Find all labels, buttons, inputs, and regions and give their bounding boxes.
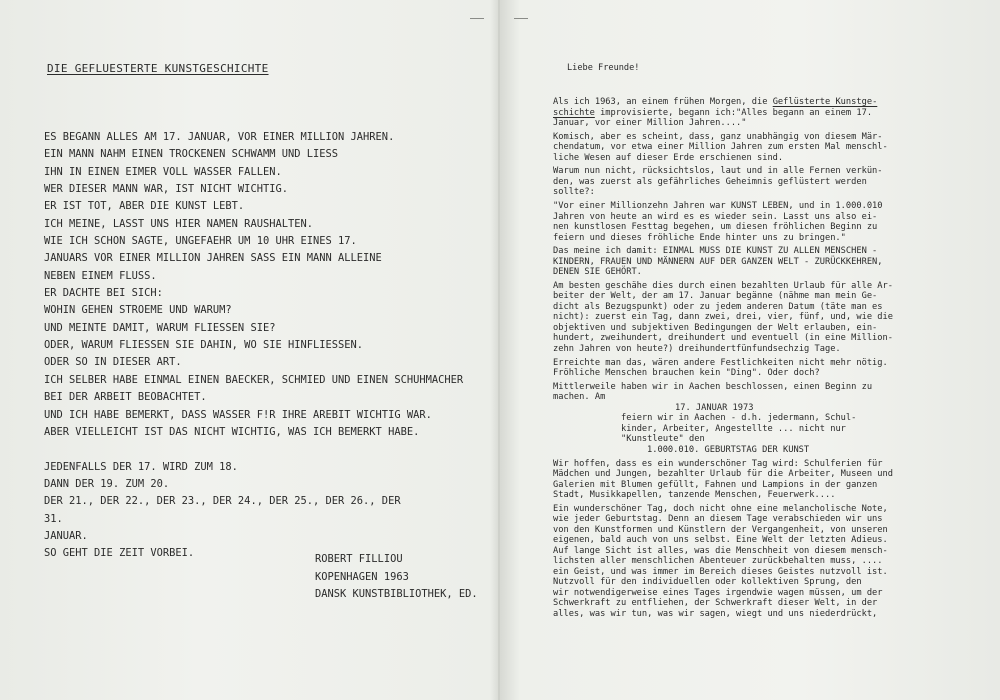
text-line: wie jeder Geburtstag. Denn an diesem Tage verabschieden wir uns: [553, 514, 883, 525]
paragraph-quote: [553, 201, 963, 243]
poem-line: JEDENFALLS DER 17. WIRD ZUM 18.: [44, 460, 238, 473]
text-line: Komisch, aber es scheint, dass, ganz unabhängig von diesem Mär-: [553, 131, 883, 142]
author-name: ROBERT FILLIOU: [315, 553, 403, 565]
text-line: Am besten geschähe dies durch einen bezahlten Urlaub für alle Ar-: [553, 280, 893, 291]
text-line: chendatum, vor etwa einer Million Jahren zum ersten Mal menschl-: [553, 142, 888, 153]
text-line: alles, was wir tun, was wir sagen, wiegt und uns niederdrückt,: [553, 608, 878, 619]
text-line: hundert, zweihundert, dreihundert und eventuell (in eine Million-: [553, 333, 893, 344]
poem-line: SO GEHT DIE ZEIT VORBEI.: [44, 547, 195, 560]
paragraph: [553, 246, 963, 278]
paragraph: [553, 382, 963, 456]
text-line: Stadt, Musikkapellen, tanzende Menschen, Feuerwerk....: [553, 490, 836, 500]
poem-line: EIN MANN NAHM EINEN TROCKENEN SCHWAMM UND LIESS: [44, 148, 339, 161]
letter-body: [553, 97, 963, 622]
text-line: Fröhliche Menschen brauchen kein "Ding". Oder doch?: [553, 368, 820, 379]
poem-line: ODER, WARUM FLIESSEN SIE DAHIN, WO SIE HINFLIESSEN.: [44, 339, 364, 352]
paragraph-intro: [553, 97, 963, 129]
poem-line: DER 21., DER 22., DER 23., DER 24., DER 25., DER 26., DER: [44, 495, 401, 508]
poem-line: ES BEGANN ALLES AM 17. JANUAR, VOR EINER MILLION JAHREN.: [44, 131, 395, 143]
poem-title: DIE GEFLUESTERTE KUNSTGESCHICHTE: [47, 62, 269, 75]
event-date: 17. JANUAR 1973: [675, 402, 754, 413]
text-line: KINDERN, FRAUEN UND MÄNNERN AUF DER GANZEN WELT - ZURÜCKKEHREN,: [553, 256, 883, 267]
text-line: Warum nun nicht, rücksichtslos, laut und in alle Fernen verkün-: [553, 166, 883, 177]
text-line: Erreichte man das, wären andere Festlichkeiten nicht mehr nötig.: [553, 357, 888, 368]
text-line: von den Kunstformen und Künstlern der Vergangenheit, von unseren: [553, 524, 888, 535]
text-line: eigenen, bald auch von uns selbst. Eine Welt der letzten Adieus.: [553, 535, 888, 546]
text: improvisierte, begann ich:"Alles begann an einem 17.: [594, 107, 873, 118]
text-line: Ein wunderschöner Tag, doch nicht ohne eine melancholische Note,: [553, 503, 888, 514]
text-line: nen kunstlosen Festtag begehen, um diesen fröhlichen Beginn zu: [553, 222, 878, 233]
poem-line: UND MEINTE DAMIT, WARUM FLIESSEN SIE?: [44, 321, 276, 334]
left-page: [0, 0, 498, 700]
text-line: zehn Jahren von heute?) dreihundertfünfundsechzig Tage.: [553, 343, 841, 354]
text-line: Galerien mit Blumen gefüllt, Fahnen und Lampions in der ganzen: [553, 479, 878, 490]
poem-line: JANUARS VOR EINER MILLION JAHREN SASS EIN MANN ALLEINE: [44, 252, 382, 265]
poem-line: WOHIN GEHEN STROEME UND WARUM?: [44, 304, 232, 317]
text-line: kinder, Arbeiter, Angestellte ... nicht nur: [621, 423, 846, 434]
poem-line: ICH SELBER HABE EINMAL EINEN BAECKER, SCHMIED UND EINEN SCHUHMACHER: [44, 373, 464, 386]
text: Als ich 1963, an einem frühen Morgen, die: [553, 97, 773, 107]
poem-line: ICH MEINE, LASST UNS HIER NAMEN RAUSHALTEN.: [44, 217, 313, 230]
place-year: KOPENHAGEN 1963: [315, 570, 409, 583]
poem-line: IHN IN EINEN EIMER VOLL WASSER FALLEN.: [44, 165, 282, 178]
poem-line: JANUAR.: [44, 529, 88, 542]
poem-line: UND ICH HABE BEMERKT, DASS WASSER F!R IHRE AREBIT WICHTIG WAR.: [44, 408, 432, 421]
poem-line: WER DIESER MANN WAR, IST NICHT WICHTIG.: [44, 183, 288, 196]
paragraph: [553, 281, 963, 355]
poem-line: WIE ICH SCHON SAGTE, UNGEFAEHR UM 10 UHR EINES 17.: [44, 235, 357, 248]
text-line: nicht): zuerst ein Tag, dann zwei, drei, vier, fünf, und, wie die: [553, 312, 893, 323]
text-line: wir notwendigerweise eines Tages irgendwie wagen müssen, um der: [553, 587, 883, 598]
poem-line: BEI DER ARBEIT BEOBACHTET.: [44, 391, 207, 404]
title-reference: Geflüsterte Kunstge-: [772, 97, 878, 107]
text-line: Jahren von heute an wird es es wieder sein. Lasst uns also ei-: [553, 211, 878, 222]
poem-line: 31.: [44, 512, 63, 525]
text-line: "Kunstleute" den: [621, 434, 705, 445]
paragraph: [553, 166, 963, 198]
text-line: Das meine ich damit: EINMAL MUSS DIE KUNST ZU ALLEN MENSCHEN -: [553, 246, 878, 257]
poem-line: ER DACHTE BEI SICH:: [44, 287, 163, 300]
poem-line: ODER SO IN DIESER ART.: [44, 356, 182, 369]
text-line: lichsten aller menschlichen Abenteuer zurückbehalten muss, ....: [553, 556, 883, 567]
greeting: Liebe Freunde!: [567, 63, 640, 73]
poem-line: NEBEN EINEM FLUSS.: [44, 269, 157, 282]
right-page: [500, 0, 1000, 700]
text-line: ein Geist, und was immer im Bereich dieses Geistes nutzvoll ist.: [553, 566, 888, 577]
poem-line: ER IST TOT, ABER DIE KUNST LEBT.: [44, 200, 245, 213]
text-line: feiern wir in Aachen - d.h. jedermann, Schul-: [621, 413, 857, 424]
text-line: feiern und dieses fröhliche Ende hinter uns zu bringen.": [553, 232, 846, 243]
stanza-gap: [44, 441, 484, 458]
text-line: Nutzvoll für den individuellen oder kollektiven Sprung, den: [553, 577, 862, 588]
text-line: Wir hoffen, dass es ein wunderschöner Tag wird: Schulferien für: [553, 458, 883, 469]
text-line: liche Wesen auf dieser Erde erschienen sind.: [553, 152, 784, 163]
publisher: DANSK KUNSTBIBLIOTHEK, ED.: [315, 588, 478, 600]
signature-block: [315, 551, 478, 604]
text-line: Schwerkraft zu entfliehen, der Schwerkraft dieser Welt, in der: [553, 598, 878, 609]
text-line: Mädchen und Jungen, bezahlter Urlaub für die Arbeiter, Museen und: [553, 469, 893, 479]
text-line: dicht als Bezugspunkt) oder zu jedem anderen Datum (täte man es: [553, 301, 883, 312]
title-reference-cont: schichte: [553, 107, 595, 118]
poem: [44, 129, 484, 563]
poem-line: ABER VIELLEICHT IST DAS NICHT WICHTIG, WAS ICH BEMERKT HABE.: [44, 425, 420, 438]
text-line: Auf lange Sicht ist alles, was die Menschheit von diesem mensch-: [553, 545, 888, 556]
text-line: "Vor einer Millionzehn Jahren war KUNST LEBEN, und in 1.000.010: [553, 201, 883, 212]
text-line: machen. Am: [553, 392, 606, 403]
text-line: objektiven und subjektiven Bedingungen der Welt erlauben, ein-: [553, 322, 878, 333]
text-line: DENEN SIE GEHÖRT.: [553, 267, 642, 278]
text-line: Mittlerweile haben wir in Aachen beschlossen, einen Beginn zu: [553, 381, 873, 392]
text-line: beiter der Welt, der am 17. Januar begänne (nähme man mein Ge-: [553, 291, 878, 302]
text: Januar, vor einer Million Jahren....": [553, 118, 747, 128]
text-line: den, was zuerst als gefährliches Geheimnis geflüstert werden: [553, 176, 867, 187]
event-title: 1.000.010. GEBURTSTAG DER KUNST: [647, 444, 810, 455]
paragraph: [553, 132, 963, 164]
paragraph: [553, 459, 963, 501]
paragraph: [553, 358, 963, 379]
paragraph: [553, 504, 963, 620]
text-line: sollte?:: [553, 187, 595, 198]
poem-line: DANN DER 19. ZUM 20.: [44, 477, 170, 490]
